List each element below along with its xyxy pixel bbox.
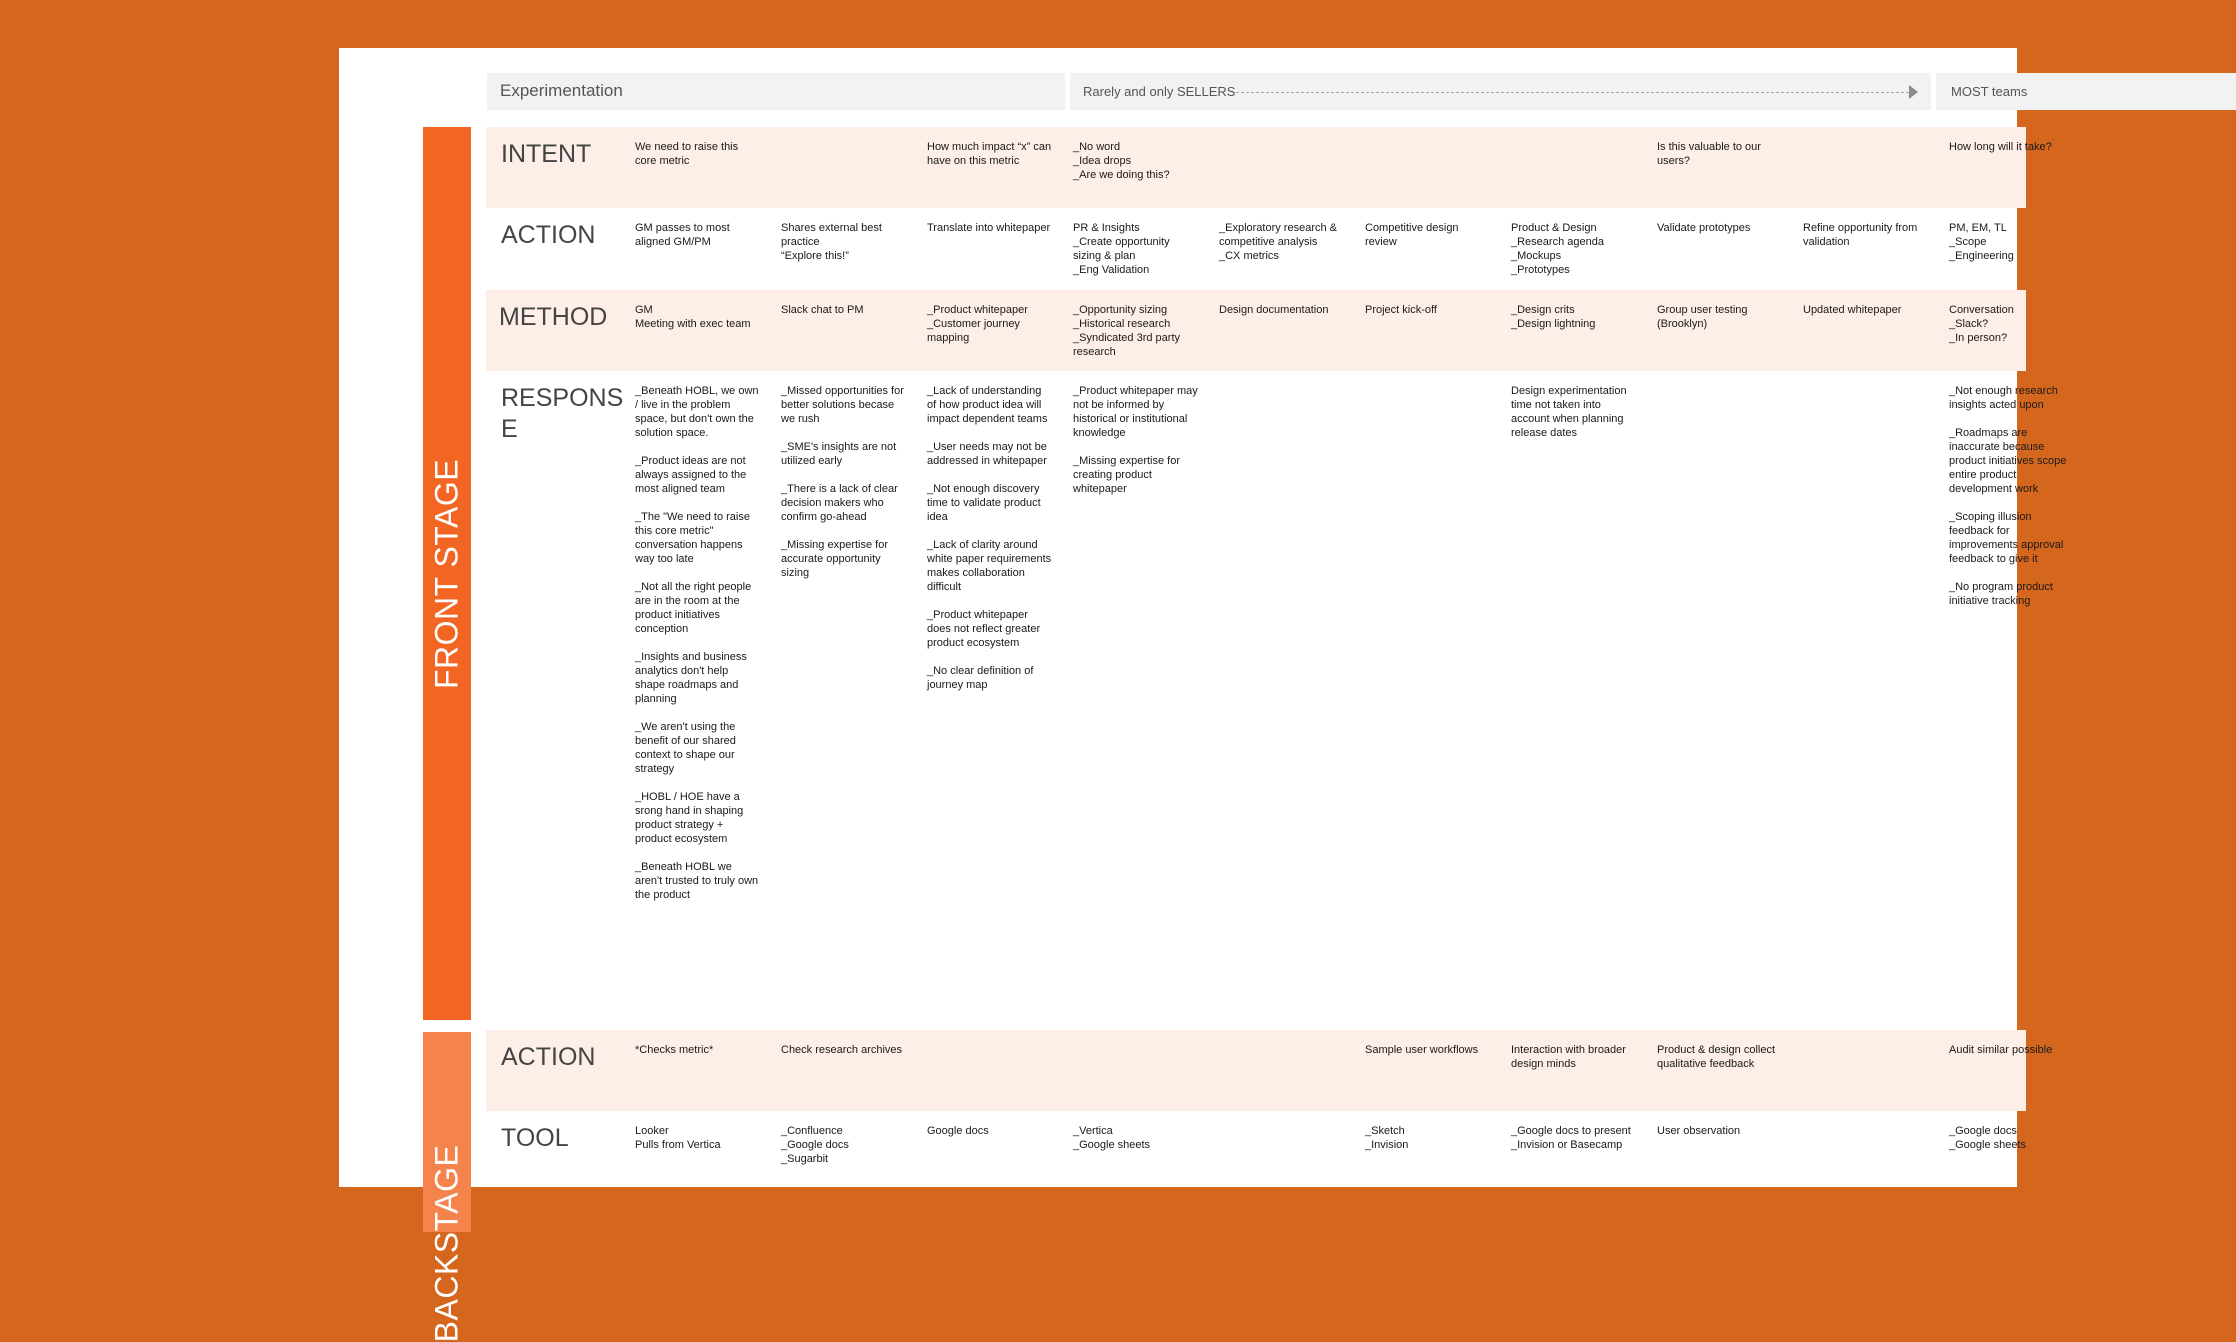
map-cell [1365,1124,1490,1152]
cell-text: _No program product initiative tracking [1949,581,2053,607]
cell-text: Group user testing (Brooklyn) [1657,304,1748,330]
cell-text: _Insights and business analytics don't help shape roadmaps and planning [635,651,747,705]
map-cell [1219,303,1344,317]
cell-text: _Missing expertise for accurate opportunity sizing [781,539,888,579]
cell-text: We need to raise this core metric [635,141,739,167]
cell-text: Validate prototypes [1657,222,1751,234]
cell-text: _Lack of clarity around white paper requirements makes collaboration difficult [927,539,1052,593]
map-cell [1949,221,2074,263]
cell-text: _Product whitepaper _Customer journey mapping [927,304,1028,344]
map-cell [1949,1124,2074,1152]
journey-map-sheet [339,48,2067,1342]
row-backstage-action [486,1030,2053,1111]
cell-text: User observation [1657,1125,1741,1137]
cell-text: _Design crits _Design lightning [1511,304,1596,330]
map-cell [1511,1043,1636,1071]
cell-text: PR & Insights _Create opportunity sizing & plan _Eng Validation [1073,222,1170,276]
cell-text: Interaction with broader design minds [1511,1044,1626,1070]
cell-text: _Product whitepaper does not reflect greater product ecosystem [927,609,1041,649]
cell-text: Competitive design review [1365,222,1459,248]
map-cell [1365,221,1490,249]
map-cell [635,303,760,331]
map-cell [1657,1124,1782,1138]
map-cell [1803,303,1928,317]
arrow-right-icon [1909,85,1918,99]
cell-text: Refine opportunity from validation [1803,222,1918,248]
row-label: ACTION [501,221,596,249]
cell-text: Slack chat to PM [781,304,864,316]
map-cell [1511,303,1636,331]
map-cell [1949,303,2074,345]
map-cell [1073,303,1198,359]
row-label: METHOD [499,303,608,331]
phase-experimentation [487,73,1065,110]
cell-text: _Google docs to present _Invision or Basecamp [1511,1125,1631,1151]
map-cell [635,140,760,168]
cell-text: Is this valuable to our users? [1657,141,1761,167]
phase-label: MOST teams [1951,84,2028,99]
cell-text: _Product whitepaper may not be informed by historical or institutional knowledge [1073,385,1198,439]
cell-text: Audit similar possible [1949,1044,2053,1056]
cell-text: _Google docs _Google sheets [1949,1125,2027,1151]
cell-text: _We aren't using the benefit of our shared context to shape our strategy [635,721,736,775]
cell-text: Shares external best practice “Explore this!” [781,222,882,262]
dashed-connector [1236,92,1909,93]
cell-text: Translate into whitepaper [927,222,1051,234]
stage-label: FRONT STAGE [428,458,465,689]
cell-text: _User needs may not be addressed in whitepaper [927,441,1047,467]
map-cell [1949,384,2074,608]
map-cell [1949,1043,2074,1057]
row-label: TOOL [501,1124,569,1152]
phase-label: Rarely and only SELLERS [1083,84,1236,99]
cell-text: Product & design collect qualitative feedback [1657,1044,1776,1070]
cell-text: Sample user workflows [1365,1044,1479,1056]
cell-text: _Exploratory research & competitive analysis _CX metrics [1219,222,1337,262]
cell-text: How much impact “x” can have on this metric [927,141,1052,167]
cell-text: _Scoping illusion feedback for improvements approval feedback to give it [1949,511,2064,565]
map-cell [1073,384,1198,496]
cell-text: Conversation _Slack? _In person? [1949,304,2014,344]
map-cell [1657,221,1782,235]
map-cell [781,221,906,263]
map-cell [1073,221,1198,277]
map-cell [635,384,760,902]
map-cell [927,384,1052,692]
stage-label: BACKSTAGE [428,1144,465,1342]
cell-text: _Confluence _Google docs _Sugarbit [781,1125,849,1165]
map-cell [927,221,1052,235]
row-label: INTENT [501,140,592,168]
cell-text: _Lack of understanding of how product idea will impact dependent teams [927,385,1048,425]
cell-text: Product & Design _Research agenda _Mockups _Prototypes [1511,222,1604,276]
cell-text: _Not all the right people are in the room at the product initiatives conception [635,581,752,635]
cell-text: Design experimentation time not taken into account when planning release dates [1511,385,1627,439]
cell-text: Updated whitepaper [1803,304,1902,316]
map-cell [1803,221,1928,249]
map-cell [1365,1043,1490,1057]
cell-text: _Beneath HOBL we aren't trusted to truly own the product [635,861,759,901]
cell-text: Google docs [927,1125,989,1137]
cell-text: PM, EM, TL _Scope _Engineering [1949,222,2014,262]
phase-label: Experimentation [500,81,623,100]
cell-text: Project kick-off [1365,304,1437,316]
map-cell [781,303,906,317]
row-action [486,208,2026,290]
cell-text: _Not enough discovery time to validate product idea [927,483,1041,523]
cell-text: _There is a lack of clear decision makers who confirm go-ahead [781,483,898,523]
map-cell [927,303,1052,345]
phase-rarely-sellers [1070,73,1931,110]
cell-text: Check research archives [781,1044,903,1056]
cell-text: _Not enough research insights acted upon [1949,385,2058,411]
map-cell [1365,303,1490,317]
map-cell [1949,140,2074,154]
cell-text: *Checks metric* [635,1044,714,1056]
row-response [486,371,2067,1020]
row-label: ACTION [501,1043,596,1071]
map-cell [927,140,1052,168]
map-cell [1511,221,1636,277]
map-cell [781,1043,906,1057]
cell-text: _No word _Idea drops _Are we doing this? [1073,141,1170,181]
map-cell [781,1124,906,1166]
cell-text: _Sketch _Invision [1365,1125,1409,1151]
map-cell [1073,1124,1198,1152]
map-cell [635,221,760,249]
map-cell [1511,1124,1636,1152]
cell-text: _Product ideas are not always assigned to the most aligned team [635,455,747,495]
row-method [486,290,2026,371]
stage-front [423,127,471,1020]
map-cell [1073,140,1198,182]
map-cell [1657,303,1782,331]
row-label: RESPONSE [501,384,624,443]
cell-text: _Opportunity sizing _Historical research _Syndicated 3rd party research [1073,304,1181,358]
row-intent [486,127,2052,208]
map-cell [781,384,906,580]
map-cell [1657,1043,1782,1071]
map-cell [1511,384,1636,440]
cell-text: _Missed opportunities for better solutions becase we rush [781,385,904,425]
cell-text: GM Meeting with exec team [635,304,751,330]
cell-text: _The "We need to raise this core metric" conversation happens way too late [635,511,750,565]
cell-text: _Vertica _Google sheets [1073,1125,1151,1151]
row-tool [486,1111,2026,1211]
cell-text: How long will it take? [1949,141,2052,153]
cell-text: _No clear definition of journey map [927,665,1034,691]
map-cell [635,1043,760,1057]
map-cell [927,1124,1052,1138]
cell-text: _Missing expertise for creating product whitepaper [1073,455,1180,495]
map-cell [1657,140,1782,168]
map-cell [1219,221,1344,263]
cell-text: _HOBL / HOE have a srong hand in shaping product strategy + product ecosystem [635,791,744,845]
cell-text: GM passes to most aligned GM/PM [635,222,730,248]
cell-text: _SME's insights are not utilized early [781,441,897,467]
stage-back [423,1032,471,1342]
cell-text: Design documentation [1219,304,1329,316]
cell-text: Looker Pulls from Vertica [635,1125,721,1151]
map-cell [635,1124,760,1152]
cell-text: _Roadmaps are inaccurate because product initiatives scope entire product development work [1949,427,2067,495]
phase-most-teams [1936,73,2236,110]
cell-text: _Beneath HOBL, we own / live in the problem space, but don't own the solution space. [635,385,759,439]
